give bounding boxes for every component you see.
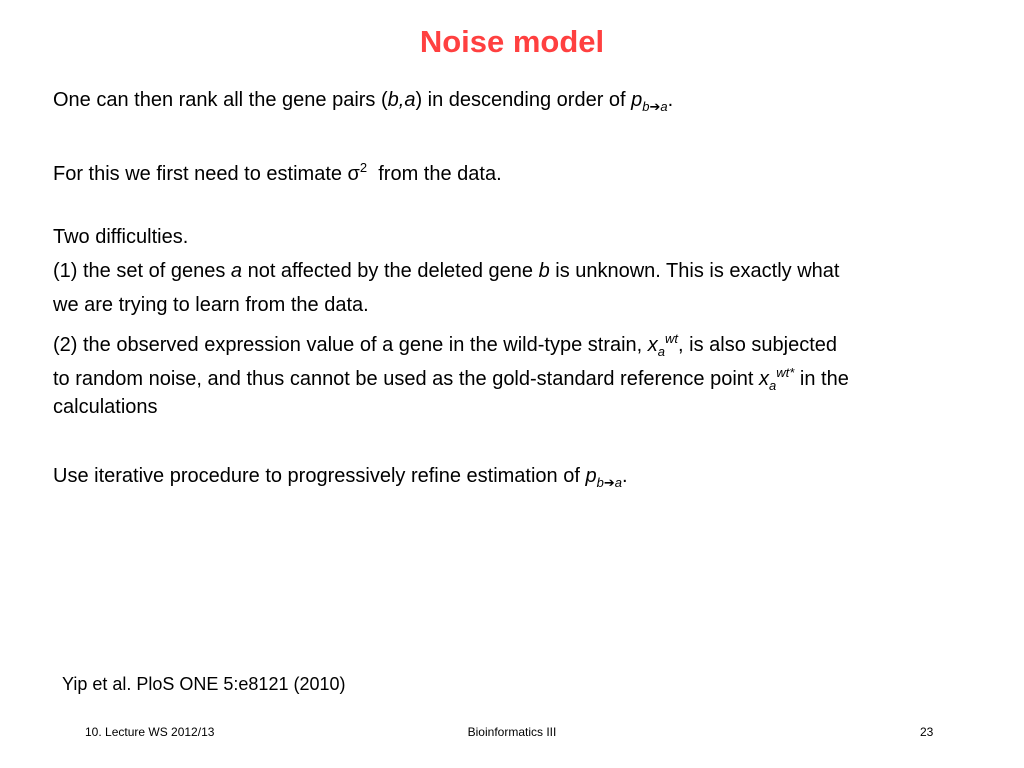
paragraph-iterative-procedure bbox=[53, 464, 628, 495]
text: to random noise, and thus cannot be used as the gold-standard reference point bbox=[53, 368, 760, 390]
text: . bbox=[621, 465, 628, 487]
p-var: p bbox=[585, 465, 597, 487]
difficulty-1-line-1 bbox=[53, 259, 839, 283]
a-var: a bbox=[230, 260, 243, 282]
paragraph-rank-pairs bbox=[53, 88, 673, 119]
footer-course: Bioinformatics III bbox=[467, 725, 557, 739]
difficulty-2-line-3: calculations bbox=[53, 396, 158, 418]
superscript-wt-star: wt* bbox=[776, 365, 795, 380]
text: ) in descending order of bbox=[415, 89, 632, 111]
paragraph-estimate-sigma bbox=[53, 156, 502, 186]
text: is unknown. This is exactly what bbox=[549, 260, 840, 282]
text: One can then rank all the gene pairs ( bbox=[53, 89, 388, 111]
subscript-a: a bbox=[657, 344, 666, 359]
footer-lecture: 10. Lecture WS 2012/13 bbox=[85, 725, 215, 739]
superscript-wt: wt bbox=[665, 331, 679, 346]
pair-var: b,a bbox=[387, 89, 416, 111]
text: not affected by the deleted gene bbox=[242, 260, 539, 282]
text: For this we first need to estimate σ bbox=[53, 163, 360, 185]
text: in the bbox=[794, 368, 849, 390]
p-var: p bbox=[631, 89, 643, 111]
paragraph-difficulties-heading: Two difficulties. bbox=[53, 226, 189, 248]
text: from the data. bbox=[367, 163, 502, 185]
x-var: x bbox=[759, 368, 770, 390]
x-var: x bbox=[647, 334, 658, 356]
text: , is also subjected bbox=[678, 334, 837, 356]
b-var: b bbox=[538, 260, 550, 282]
difficulty-2-line-2 bbox=[53, 361, 849, 398]
text: (2) the observed expression value of a gene in the wild-type strain, bbox=[53, 334, 648, 356]
text: . bbox=[667, 89, 674, 111]
subscript-b: b bbox=[596, 475, 604, 490]
citation: Yip et al. PloS ONE 5:e8121 (2010) bbox=[62, 674, 346, 694]
subscript-a: a bbox=[614, 475, 622, 490]
subscript-a: a bbox=[769, 378, 777, 393]
superscript-2: 2 bbox=[359, 160, 368, 175]
arrow-icon: ➔ bbox=[603, 475, 615, 490]
difficulty-2-line-1 bbox=[53, 327, 837, 364]
difficulty-1-line-2: we are trying to learn from the data. bbox=[53, 294, 369, 316]
footer-page-number: 23 bbox=[920, 725, 934, 739]
arrow-icon: ➔ bbox=[649, 99, 661, 114]
text: Use iterative procedure to progressively refine estimation of bbox=[53, 465, 586, 487]
subscript-b: b bbox=[642, 99, 650, 114]
subscript-a: a bbox=[660, 99, 668, 114]
text: (1) the set of genes bbox=[53, 260, 231, 282]
slide-title: Noise model bbox=[419, 24, 605, 59]
